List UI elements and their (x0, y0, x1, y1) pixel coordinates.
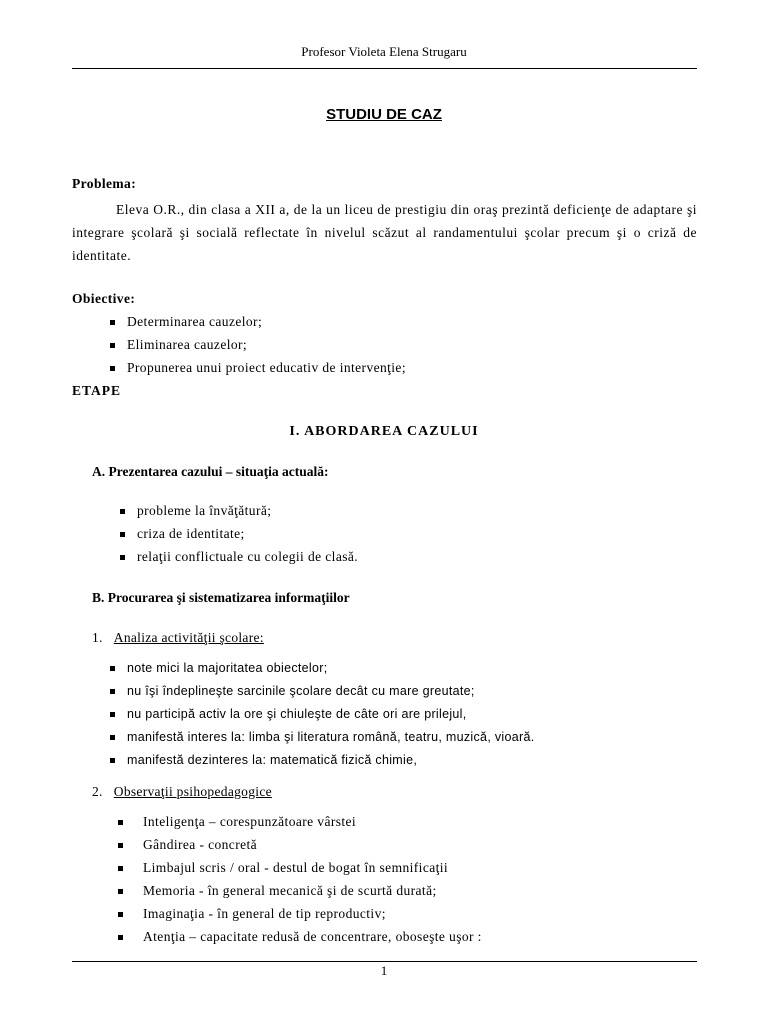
list-item: Propunerea unui proiect educativ de intervenţie; (110, 360, 406, 376)
bullet-icon (118, 820, 123, 825)
list-item: Memoria - în general mecanică şi de scurtă durată; (118, 883, 437, 899)
etape-label: ETAPE (72, 383, 122, 398)
bullet-icon (110, 366, 115, 371)
obiective-label: Obiective: (72, 291, 136, 306)
bullet-icon (110, 689, 115, 694)
list-item: Atenţia – capacitate redusă de concentrare, oboseşte uşor : (118, 929, 482, 945)
bullet-icon (110, 320, 115, 325)
list-item: Eliminarea cauzelor; (110, 337, 247, 353)
bullet-icon (118, 912, 123, 917)
bullet-icon (120, 555, 125, 560)
item2-heading: 2. Observaţii psihopedagogice (92, 784, 272, 799)
list-item: Gândirea - concretă (118, 837, 257, 853)
section-title: I. ABORDAREA CAZULUI (289, 424, 479, 439)
list-item: Inteligenţa – corespunzătoare vârstei (118, 814, 356, 830)
subsection-b-title: B. Procurarea şi sistematizarea informaţiilor (92, 590, 350, 605)
bullet-icon (110, 712, 115, 717)
problema-label: Problema: (72, 176, 137, 191)
page-header: Profesor Violeta Elena Strugaru (301, 44, 467, 59)
bullet-icon (110, 343, 115, 348)
subsection-a-title: A. Prezentarea cazului – situaţia actuală: (92, 464, 329, 479)
footer-divider (72, 961, 697, 962)
bullet-icon (120, 532, 125, 537)
bullet-icon (110, 666, 115, 671)
list-item: Determinarea cauzelor; (110, 314, 262, 330)
list-item: note mici la majoritatea obiectelor; (110, 661, 327, 675)
page-number: 1 (380, 963, 388, 978)
problema-text: Eleva O.R., din clasa a XII a, de la un liceu de prestigiu din oraş prezintă deficienţe de adaptare şi integrare şcolară şi socială reflectate în nivelul scăzut al randamentului şcolar precum şi o criză de identitate. (72, 202, 697, 263)
list-item: nu îşi îndeplineşte sarcinile şcolare decât cu mare greutate; (110, 684, 475, 698)
list-item: nu participă activ la ore şi chiuleşte de câte ori are prilejul, (110, 707, 467, 721)
bullet-icon (120, 509, 125, 514)
item1-heading: 1. Analiza activităţii şcolare: (92, 630, 264, 645)
header-divider (72, 68, 697, 69)
bullet-icon (118, 843, 123, 848)
bullet-icon (118, 889, 123, 894)
bullet-icon (110, 735, 115, 740)
list-item: manifestă dezinteres la: matematică fizică chimie, (110, 753, 417, 767)
list-item: manifestă interes la: limba şi literatura română, teatru, muzică, vioară. (110, 730, 534, 744)
list-item: Imaginaţia - în general de tip reproductiv; (118, 906, 386, 922)
bullet-icon (118, 866, 123, 871)
bullet-icon (110, 758, 115, 763)
list-item: Limbajul scris / oral - destul de bogat în semnificaţii (118, 860, 448, 876)
list-item: probleme la învăţătură; (120, 503, 271, 519)
list-item: criza de identitate; (120, 526, 245, 542)
bullet-icon (118, 935, 123, 940)
document-title: STUDIU DE CAZ (326, 106, 442, 123)
list-item: relaţii conflictuale cu colegii de clasă. (120, 549, 358, 565)
